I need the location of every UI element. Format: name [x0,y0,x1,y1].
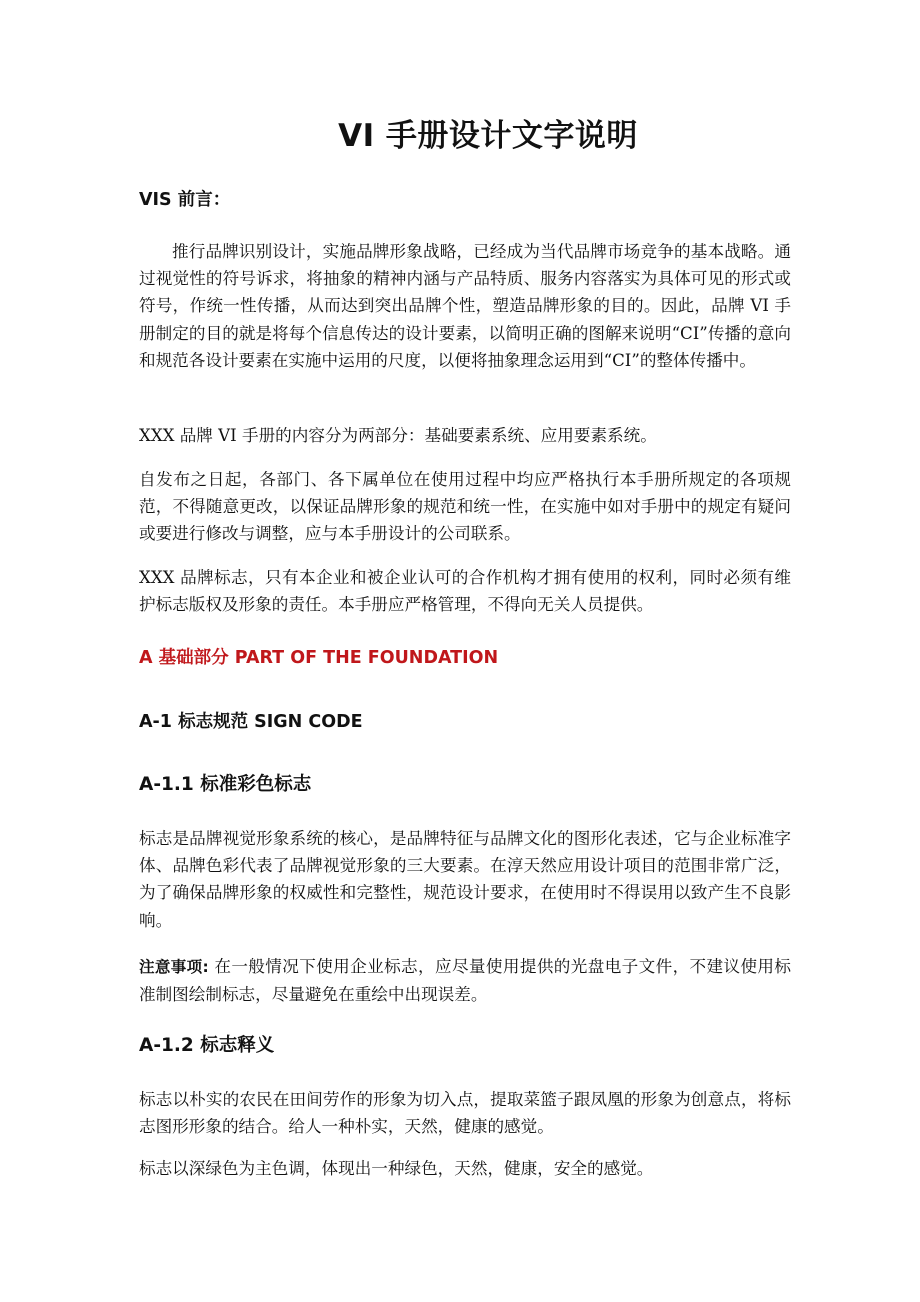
part-a-heading: A 基础部分 PART OF THE FOUNDATION [139,648,499,668]
preface-paragraph-4: XXX 品牌标志，只有本企业和被企业认可的合作机构才拥有使用的权利，同时必须有维护标志版权及形象的责任。本手册应严格管理，不得向无关人员提供。 [139,568,791,615]
note-text: 在一般情况下使用企业标志，应尽量使用提供的光盘电子文件，不建议使用标准制图绘制标志，尽量避免在重绘中出现误差。 [139,957,791,1005]
section-a1-1-paragraph: 标志是品牌视觉形象系统的核心，是品牌特征与品牌文化的图形化表述，它与企业标准字体、品牌色彩代表了品牌视觉形象的三大要素。在淳天然应用设计项目的范围非常广泛，为了确保品牌形象的权威性和完整性，规范设计要求，在使用时不得误用以致产生不良影响。 [139,829,791,930]
section-a1-2-heading: A-1.2 标志释义 [139,1035,275,1056]
preface-paragraph-1: 推行品牌识别设计，实施品牌形象战略，已经成为当代品牌市场竞争的基本战略。通过视觉性的符号诉求，将抽象的精神内涵与产品特质、服务内容落实为具体可见的形式或符号，作统一性传播，从而达到突出品牌个性，塑造品牌形象的目的。因此，品牌 VI 手册制定的目的就是将每个信息传达的设计要素，以简明正确的图解来说明“CI”传播的意向和规范各设计要素在实施中运用的尺度，以便将抽象理念运用到“CI”的整体传播中。 [139,242,791,370]
section-a1-heading: A-1 标志规范 SIGN CODE [139,712,363,732]
document-title: VI 手册设计文字说明 [338,118,638,154]
note-paragraph [139,953,791,1008]
note-label: 注意事项: [139,958,209,976]
preface-paragraph-2: XXX 品牌 VI 手册的内容分为两部分：基础要素系统、应用要素系统。 [139,426,657,445]
preface-heading: VIS 前言： [139,190,231,210]
preface-paragraph-3: 自发布之日起，各部门、各下属单位在使用过程中均应严格执行本手册所规定的各项规范，不得随意更改，以保证品牌形象的规范和统一性，在实施中如对手册中的规定有疑问或要进行修改与调整，应与本手册设计的公司联系。 [139,470,791,544]
section-a1-2-paragraph-1: 标志以朴实的农民在田间劳作的形象为切入点，提取菜篮子跟凤凰的形象为创意点，将标志图形形象的结合。给人一种朴实，天然，健康的感觉。 [139,1090,791,1137]
section-a1-2-paragraph-2: 标志以深绿色为主色调，体现出一种绿色，天然，健康，安全的感觉。 [139,1159,654,1178]
section-a1-1-heading: A-1.1 标准彩色标志 [139,774,312,795]
